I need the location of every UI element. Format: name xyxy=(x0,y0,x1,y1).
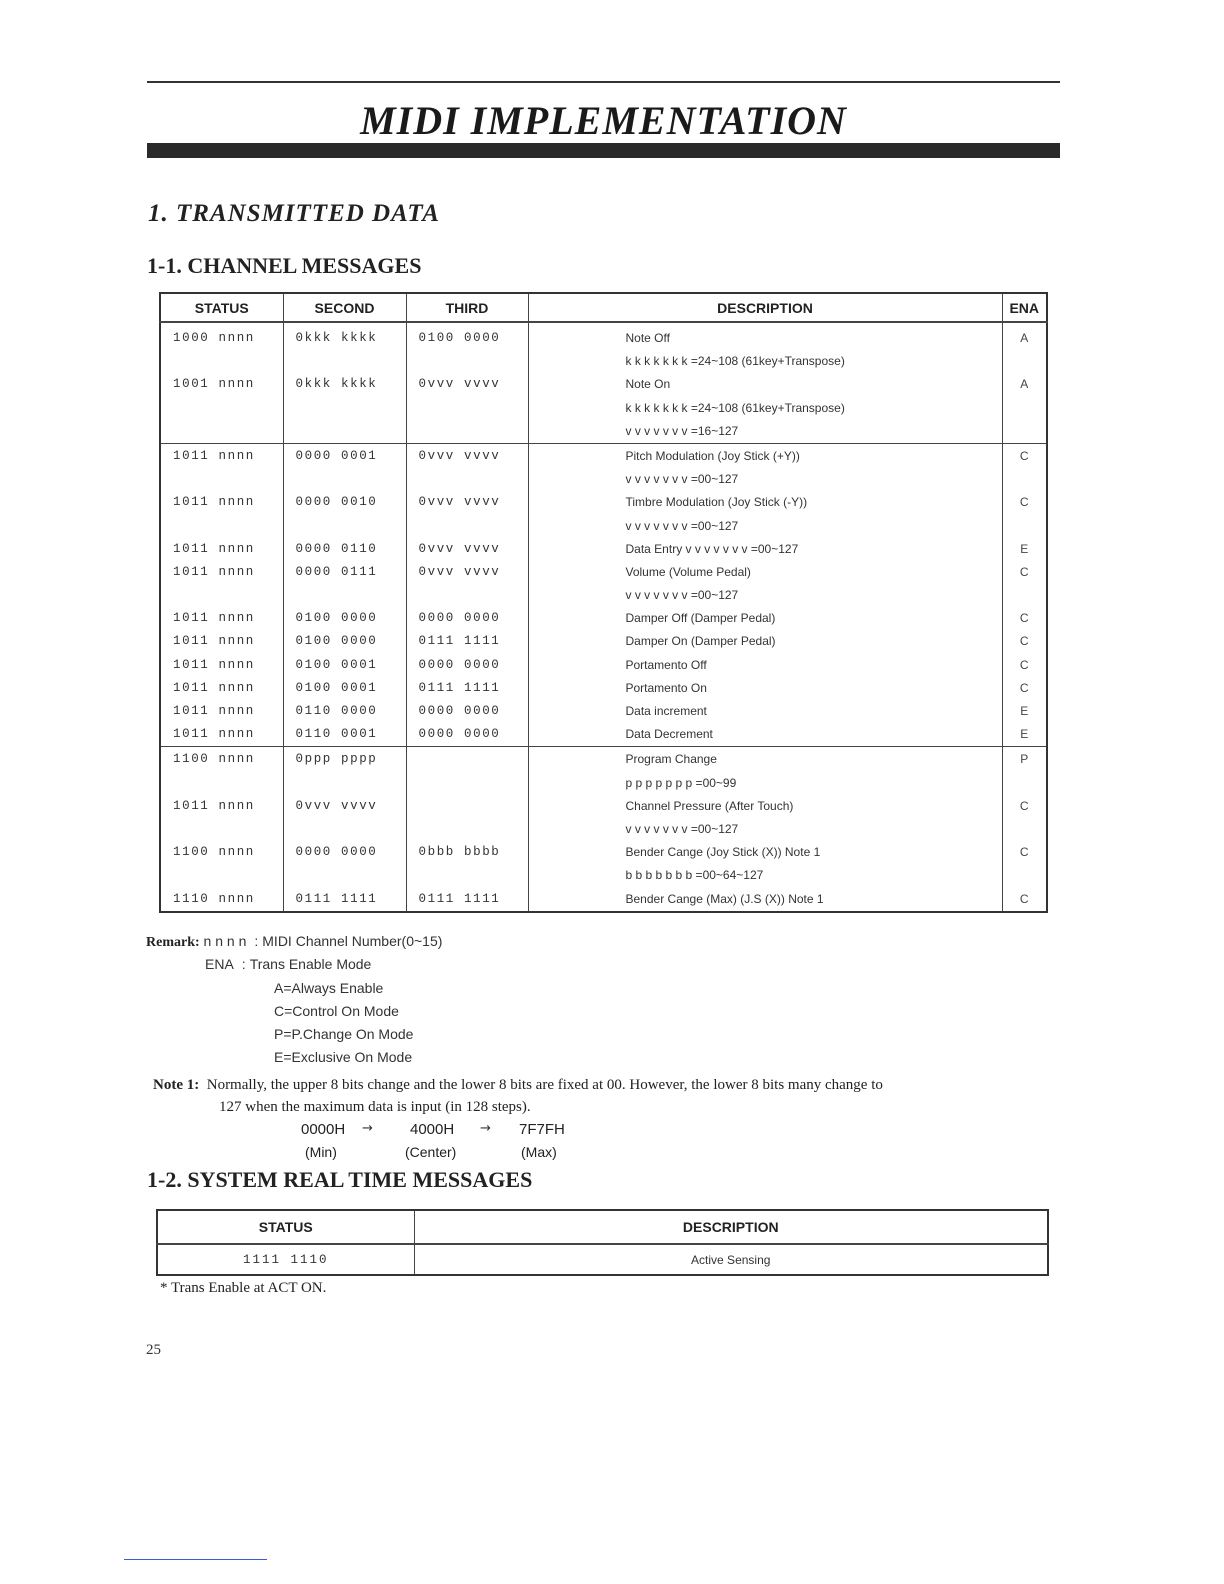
status-line xyxy=(161,818,283,841)
third-line: 0111 1111 xyxy=(418,891,501,906)
status-line: 1011 nnnn xyxy=(173,564,255,579)
top-rule xyxy=(147,81,1060,83)
status-line: 1011 nnnn xyxy=(173,611,255,626)
status-line: 1100 nnnn xyxy=(173,845,255,860)
description-line: Bender Cange (Joy Stick (X)) Note 1 xyxy=(625,845,821,860)
status-line: 1001 nnnn xyxy=(173,377,255,392)
ena-line xyxy=(1003,515,1047,538)
note-1 xyxy=(153,1074,1073,1118)
status-line: 1011 nnnn xyxy=(173,657,255,672)
ena-line: C xyxy=(1019,611,1029,626)
ena-line xyxy=(1003,864,1047,887)
second-line xyxy=(284,350,406,373)
remark-line xyxy=(146,977,442,1000)
subsection-heading-channel: 1-1. CHANNEL MESSAGES xyxy=(147,253,422,278)
note-line-2: 127 when the maximum data is input (in 128 steps). xyxy=(219,1099,531,1115)
description-cell xyxy=(528,322,1002,443)
ena-cell xyxy=(1002,747,1047,912)
title-bar xyxy=(147,143,1060,158)
third-line xyxy=(407,772,528,795)
ena-line xyxy=(1003,584,1047,607)
third-line: 0111 1111 xyxy=(418,634,501,649)
ena-cell xyxy=(1002,322,1047,443)
third-line xyxy=(407,818,528,841)
third-line xyxy=(407,584,528,607)
status-line: 1011 nnnn xyxy=(173,495,255,510)
header-description: DESCRIPTION xyxy=(528,293,1002,322)
third-line: 0vvv vvvv xyxy=(418,377,501,392)
description-line: Data increment xyxy=(625,704,707,718)
remark-separator: : xyxy=(241,956,246,973)
remark-text: A=Always Enable xyxy=(274,979,384,996)
description-line: Pitch Modulation (Joy Stick (+Y)) xyxy=(625,448,800,463)
second-line xyxy=(284,584,406,607)
description-line: Timbre Modulation (Joy Stick (-Y)) xyxy=(625,495,808,510)
ena-line: C xyxy=(1019,564,1029,579)
description-line: v v v v v v v =00~127 xyxy=(625,588,739,603)
status-line xyxy=(161,515,283,538)
third-line: 0000 0000 xyxy=(418,657,501,672)
ena-line: C xyxy=(1019,798,1029,813)
third-line: 0100 0000 xyxy=(418,331,501,345)
ena-line: C xyxy=(1019,845,1029,860)
ena-line: C xyxy=(1019,448,1029,463)
second-line: 0000 0110 xyxy=(295,541,378,556)
description-line: Note Off xyxy=(625,331,670,345)
ena-line: E xyxy=(1020,727,1029,742)
third-line: 0vvv vvvv xyxy=(418,495,501,510)
third-line: 0000 0000 xyxy=(418,727,501,742)
remark-separator: : xyxy=(254,933,259,949)
ena-line: C xyxy=(1019,680,1029,695)
third-line xyxy=(407,515,528,538)
page-number: 25 xyxy=(146,1342,161,1358)
note-line-1: Normally, the upper 8 bits change and the lower 8 bits are fixed at 00. However, the lower 8 bits many change to xyxy=(206,1077,883,1093)
rt-description-cell: Active Sensing xyxy=(414,1244,1048,1275)
ena-line: C xyxy=(1019,634,1029,649)
second-line xyxy=(284,772,406,795)
third-line: 0vvv vvvv xyxy=(418,564,501,579)
header-ena: ENA xyxy=(1002,293,1047,322)
footnote: * Trans Enable at ACT ON. xyxy=(160,1280,327,1296)
description-line: Portamento Off xyxy=(625,657,707,672)
status-line xyxy=(161,468,283,491)
note-caption-center: (Center) xyxy=(405,1144,457,1160)
second-line: 0110 0000 xyxy=(295,704,378,718)
second-line: 0000 0000 xyxy=(295,845,378,860)
description-line: p p p p p p p =00~99 xyxy=(625,775,737,790)
table-row-group xyxy=(160,322,1047,443)
note-value-max: 7F7FH xyxy=(519,1121,565,1138)
subsection-heading-realtime: 1-2. SYSTEM REAL TIME MESSAGES xyxy=(147,1167,533,1192)
header-status: STATUS xyxy=(160,293,283,322)
second-cell xyxy=(283,747,406,912)
description-line: v v v v v v v =16~127 xyxy=(625,423,739,438)
remark-text: P=P.Change On Mode xyxy=(274,1026,414,1043)
description-line: Program Change xyxy=(625,752,717,767)
status-line: 1011 nnnn xyxy=(173,798,255,813)
third-line: 0vvv vvvv xyxy=(418,541,501,556)
remark-line xyxy=(146,1000,442,1023)
remark-label: Remark: xyxy=(146,935,200,950)
description-line: Bender Cange (Max) (J.S (X)) Note 1 xyxy=(625,891,824,906)
second-line: 0100 0001 xyxy=(295,657,378,672)
ena-line: C xyxy=(1019,891,1029,906)
ena-line: E xyxy=(1020,704,1029,718)
second-line xyxy=(284,864,406,887)
second-cell xyxy=(283,443,406,746)
table-row-group xyxy=(160,443,1047,746)
second-line: 0000 0010 xyxy=(295,495,378,510)
third-line xyxy=(407,350,528,373)
ena-line: P xyxy=(1020,752,1029,767)
second-line xyxy=(284,420,406,443)
status-cell xyxy=(160,747,283,912)
note-caption-max: (Max) xyxy=(521,1144,557,1160)
status-cell xyxy=(160,443,283,746)
second-line xyxy=(284,468,406,491)
status-line xyxy=(161,864,283,887)
status-cell xyxy=(160,322,283,443)
status-line: 1011 nnnn xyxy=(173,704,255,718)
table-row-group xyxy=(160,747,1047,912)
status-line xyxy=(161,420,283,443)
header-second: SECOND xyxy=(283,293,406,322)
description-line: Damper On (Damper Pedal) xyxy=(625,634,776,649)
remark-line xyxy=(146,953,442,976)
description-line: Portamento On xyxy=(625,680,707,695)
ena-line: C xyxy=(1019,495,1029,510)
ena-cell xyxy=(1002,443,1047,746)
status-line: 1110 nnnn xyxy=(173,891,255,906)
remark-key: ENA xyxy=(205,956,234,973)
third-cell xyxy=(406,747,528,912)
third-cell xyxy=(406,443,528,746)
third-line: 0vvv vvvv xyxy=(418,448,501,463)
description-line: v v v v v v v =00~127 xyxy=(625,821,739,836)
channel-messages-table xyxy=(159,292,1048,913)
description-line: v v v v v v v =00~127 xyxy=(625,472,739,487)
realtime-messages-table xyxy=(156,1209,1049,1276)
second-line: 0vvv vvvv xyxy=(295,798,378,813)
ena-line xyxy=(1003,818,1047,841)
ena-line xyxy=(1003,350,1047,373)
third-line xyxy=(407,468,528,491)
note-value-min: 0000H xyxy=(301,1121,346,1138)
description-line: v v v v v v v =00~127 xyxy=(625,518,739,533)
status-line xyxy=(161,397,283,420)
second-cell xyxy=(283,322,406,443)
third-cell xyxy=(406,322,528,443)
note-caption-min: (Min) xyxy=(305,1144,337,1160)
third-line xyxy=(407,420,528,443)
status-line: 1011 nnnn xyxy=(173,448,255,463)
description-line: b b b b b b b =00~64~127 xyxy=(625,868,764,883)
description-line: Volume (Volume Pedal) xyxy=(625,564,751,579)
second-line xyxy=(284,818,406,841)
ena-line: A xyxy=(1020,377,1029,392)
status-line: 1011 nnnn xyxy=(173,634,255,649)
section-heading: 1. TRANSMITTED DATA xyxy=(148,200,440,227)
remark-block xyxy=(146,930,442,1070)
second-line: 0ppp pppp xyxy=(295,752,378,767)
page-title: MIDI IMPLEMENTATION xyxy=(360,98,847,143)
remark-line xyxy=(146,1046,442,1069)
third-line xyxy=(407,397,528,420)
status-line: 1100 nnnn xyxy=(173,752,255,767)
remark-line xyxy=(146,930,442,953)
remark-text: MIDI Channel Number(0~15) xyxy=(262,933,443,949)
note-label: Note 1: xyxy=(153,1077,200,1093)
status-line: 1011 nnnn xyxy=(173,541,255,556)
remark-text: Trans Enable Mode xyxy=(249,956,372,973)
second-line: 0110 0001 xyxy=(295,727,378,742)
ena-line: C xyxy=(1019,657,1029,672)
rt-header-status: STATUS xyxy=(157,1210,414,1244)
remark-line xyxy=(146,1023,442,1046)
third-line xyxy=(407,864,528,887)
second-line: 0000 0111 xyxy=(295,564,378,579)
second-line: 0100 0000 xyxy=(295,611,378,626)
status-line xyxy=(161,772,283,795)
third-line: 0bbb bbbb xyxy=(418,845,501,860)
description-line: Channel Pressure (After Touch) xyxy=(625,798,794,813)
third-line xyxy=(407,748,528,771)
description-line: Note On xyxy=(625,377,671,392)
remark-text: C=Control On Mode xyxy=(274,1002,399,1019)
status-line: 1011 nnnn xyxy=(173,680,255,695)
ena-line: E xyxy=(1020,541,1029,556)
second-line xyxy=(284,397,406,420)
third-line: 0111 1111 xyxy=(418,680,501,695)
header-third: THIRD xyxy=(406,293,528,322)
arrow-icon: → xyxy=(480,1121,491,1136)
second-line: 0100 0000 xyxy=(295,634,378,649)
status-line: 1000 nnnn xyxy=(173,331,255,345)
description-line: Damper Off (Damper Pedal) xyxy=(625,611,776,626)
description-line: Data Entry v v v v v v v =00~127 xyxy=(625,541,799,556)
ena-line xyxy=(1003,420,1047,443)
ena-line: A xyxy=(1020,331,1029,345)
third-line: 0000 0000 xyxy=(418,611,501,626)
second-line xyxy=(284,515,406,538)
table-row xyxy=(157,1244,1048,1275)
remark-text: E=Exclusive On Mode xyxy=(274,1049,413,1066)
rt-header-description: DESCRIPTION xyxy=(414,1210,1048,1244)
ena-line xyxy=(1003,468,1047,491)
description-line: Data Decrement xyxy=(625,727,713,742)
second-line: 0000 0001 xyxy=(295,448,378,463)
description-line: k k k k k k k =24~108 (61key+Transpose) xyxy=(625,354,845,369)
status-line xyxy=(161,584,283,607)
description-cell xyxy=(528,443,1002,746)
third-line xyxy=(407,795,528,818)
remark-key: n n n n xyxy=(203,933,247,949)
arrow-icon: → xyxy=(362,1121,373,1136)
note-value-center: 4000H xyxy=(410,1121,455,1138)
ena-line xyxy=(1003,772,1047,795)
description-line: k k k k k k k =24~108 (61key+Transpose) xyxy=(625,400,845,415)
status-line: 1011 nnnn xyxy=(173,727,255,742)
rt-status-cell: 1111 1110 xyxy=(157,1244,414,1275)
second-line: 0111 1111 xyxy=(295,891,378,906)
second-line: 0100 0001 xyxy=(295,680,378,695)
second-line: 0kkk kkkk xyxy=(295,377,378,392)
footer-rule xyxy=(124,1559,267,1560)
channel-table-header xyxy=(160,293,1047,322)
ena-line xyxy=(1003,397,1047,420)
third-line: 0000 0000 xyxy=(418,704,501,718)
second-line: 0kkk kkkk xyxy=(295,331,378,345)
status-line xyxy=(161,350,283,373)
description-cell xyxy=(528,747,1002,912)
